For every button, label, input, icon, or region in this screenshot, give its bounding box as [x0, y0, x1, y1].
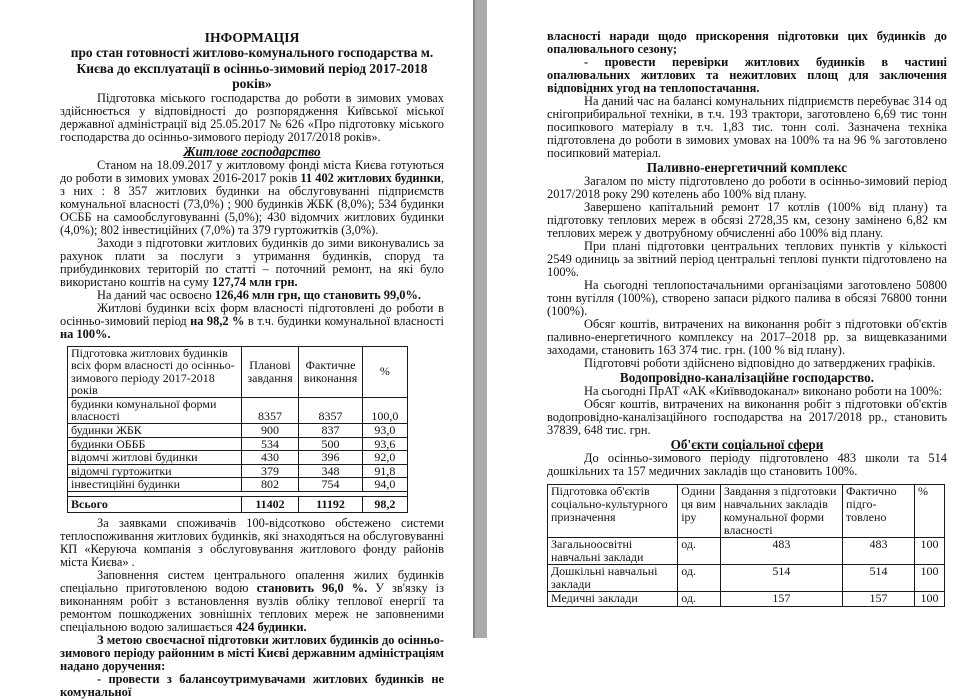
table-row: Медичні заклади од. 157 157 100	[548, 592, 945, 607]
paragraph-housing-stock: Станом на 18.09.2017 у житловому фонді міста Києва готуються до роботи в зимових умовах 2016-2017 років 11 402 житлових будинки, з них : 8 357 житлових будинки на обслуговуванні підприємств комунальної власності (73,0%) ; 900 будинків ЖБК (8,0%); 534 будинки ОСББ на самообслуговуванні (5,0%); 430 відомчих житлових будинки (4,0%); 802 інвестиційних (7,0%) та 379 гуртожитків (3,0%).	[60, 157, 445, 237]
paragraph-intro: Підготовка міського господарства до роботи в зимових умовах здійснюється у відповідності до розпорядження Київської міської державної адміністрації від 25.05.2017 № 626 «Про підготовку міського господарства до осінньо-зимового періоду 2017/2018 років».	[60, 90, 444, 144]
paragraph-coal: На сьогодні теплопостачальними організаціями заготовлено 50800 тонн вугілля (100%), створено запаси рідкого палива в обсязі 76800 тонни (100%).	[547, 278, 947, 318]
header-cell: Підготовка житлових будинків всіх форм власності до осінньо-зимового періоду 2017-2018 років	[68, 346, 242, 397]
section-heading-fuel-energy: Паливно-енергетичний комплекс	[646, 160, 848, 175]
section-heading-water: Водопровідно-каналізаційне господарство.	[619, 370, 875, 385]
paragraph-repairs: Завершено капітальний ремонт 17 котлів (100% від плану) та підготовку теплових мереж в обсязі 2728,35 км, сезону замінено 6,82 км теплових мереж у двотрубному обчисленні або 100% від плану.	[547, 200, 947, 240]
paragraph-equipment: На даний час на балансі комунальних підприємств перебуває 314 од снігоприбиральної техніки, в т.ч. 193 трактори, заготовлено 6,69 тис тонн посипкового матеріалу в т.ч. 1,83 тис. тонн солі. Зазначена техніка підготовлена до роботи в зимових умовах на 100% та на 96 % заготовлено посипковий матеріал.	[547, 94, 947, 160]
header-cell: Підготовка об'єктів соціально-культурного призначення	[548, 485, 678, 538]
paragraph-schedules: Підготовчі роботи здійснено відповідно до затверджених графіків.	[584, 356, 936, 370]
page-divider-scrollbar[interactable]	[473, 0, 487, 638]
section-heading-social: Об'єкти соціальної сфери	[670, 437, 824, 452]
header-cell: Планові завдання	[241, 346, 299, 397]
table-row: будинки ОБББ 534 500 93,6	[68, 437, 408, 451]
table-row: відомчі гуртожитки 379 348 91,8	[68, 464, 408, 478]
paragraph-heat-points: При плані підготовки центральних теплових пунктів у кількості 2549 одиниць за звітний період центральні теплові пункти підготовлено на 100%.	[547, 239, 947, 279]
table-row: будинки ЖБК 900 837 93,0	[68, 424, 408, 438]
paragraph-instruction-continued: власності наради щодо прискорення підготовки цих будинків до опалювального сезону;	[547, 29, 947, 56]
doc-subtitle: про стан готовності житлово-комунального господарства м. Києва до експлуатації в осінньо-зимовий період 2017-2018 років»	[70, 45, 434, 91]
paragraph-vodokanal: На сьогодні ПрАТ «АК «Київводоканал» виконано роботи на 100%:	[584, 384, 943, 398]
table-row: будинки комунальної форми власності 8357 8357 100,0	[68, 397, 408, 423]
table-total-row: Всього 11402 11192 98,2	[68, 497, 408, 513]
header-cell: %	[362, 346, 407, 397]
paragraph-readiness: Житлові будинки всіх форм власності підготовлені до роботи в осінньо-зимовий період на 98,2 % в т.ч. будинки комунальної власності на 100%.	[60, 300, 444, 341]
header-cell: %	[915, 485, 945, 538]
paragraph-instruction-item-1: - провести з балансоутримувачами житлових будинків не комунальної	[60, 672, 444, 699]
table-row: Дошкільні навчальні заклади од. 514 514 100	[548, 565, 945, 592]
section-heading-housing: Житлове господарство	[183, 143, 321, 159]
paragraph-fuel-costs: Обсяг коштів, витрачених на виконання робіт з підготовки об'єктів паливно-енергетичного комплексу на 2017–2018 рр. за вищевказаними заходами, становить 163 374 тис. грн. (100 % від плану).	[547, 317, 947, 357]
paragraph-instruction-item-2: - провести перевірки житлових будинків в частині опалювальних житлових та нежитлових площ для заключення відповідних угод на теплопостачання.	[547, 55, 947, 95]
paragraph-spent: На даний час освоєно 126,46 млн грн, що становить 99,0%.	[97, 287, 421, 302]
table-row: відомчі житлові будинки 430 396 92,0	[68, 451, 408, 465]
paragraph-instructions: З метою своєчасної підготовки житлових будинків до осінньо-зимового періоду районним в місті Києві державним адміністраціям надано доручення:	[60, 633, 444, 674]
page-right	[487, 0, 960, 638]
social-facilities-table	[547, 484, 945, 607]
table-row: Загальноосвітні навчальні заклади од. 483 483 100	[548, 538, 945, 565]
paragraph-boilers: Загалом по місту підготовлено до роботи в осінньо-зимовий період 2017/2018 року 290 котелень або 100% від плану.	[547, 174, 947, 201]
table-header-row	[68, 346, 408, 397]
paragraph-water-costs: Обсяг коштів, витрачених на виконання робіт з підготовки об'єктів водопровідно-каналізаційного господарства на 2017/2018 рр., становить 37839, 648 тис. грн.	[547, 397, 947, 437]
paragraph-inspection: За заявками споживачів 100-відсотково обстежено системи теплоспоживання житлових будинків, які знаходяться на обслуговуванні КП «Керуюча компанія з обслуговування житлового фонду районів міста Києва» .	[60, 516, 444, 570]
page-left	[0, 0, 473, 699]
header-cell: Одиниця виміру	[678, 485, 721, 538]
table-header-row	[548, 485, 945, 538]
paragraph-social: До осінньо-зимового періоду підготовлено 483 школи та 514 дошкільних та 157 медичних закладів що становить 100%.	[547, 451, 947, 478]
paragraph-funding: Заходи з підготовки житлових будинків до зими виконувались за рахунок плати за послуги з утримання будинків, споруд та прибудинкових територій по статті – поточний ремонт, на які було використано коштів на суму 127,74 млн грн.	[60, 235, 444, 289]
housing-readiness-table	[67, 346, 408, 514]
header-cell: Фактичне виконання	[299, 346, 362, 397]
paragraph-filling: Заповнення систем центрального опалення жилих будинків спеціально приготовленою водою становить 96,0 %. У зв'язку із виконанням робіт з встановлення вузлів обліку теплової енергії та ремонтом пошкоджених зовнішніх теплових мереж не заповненими спеціальною водою залишається 424 будинки.	[60, 568, 445, 635]
header-cell: Завдання з підготовки навчальних закладів комунальної форми власності	[720, 485, 842, 538]
table-row: інвестиційні будинки 802 754 94,0	[68, 478, 408, 492]
header-cell: Фактично підго-товлено	[843, 485, 915, 538]
doc-title: ІНФОРМАЦІЯ	[204, 30, 300, 45]
